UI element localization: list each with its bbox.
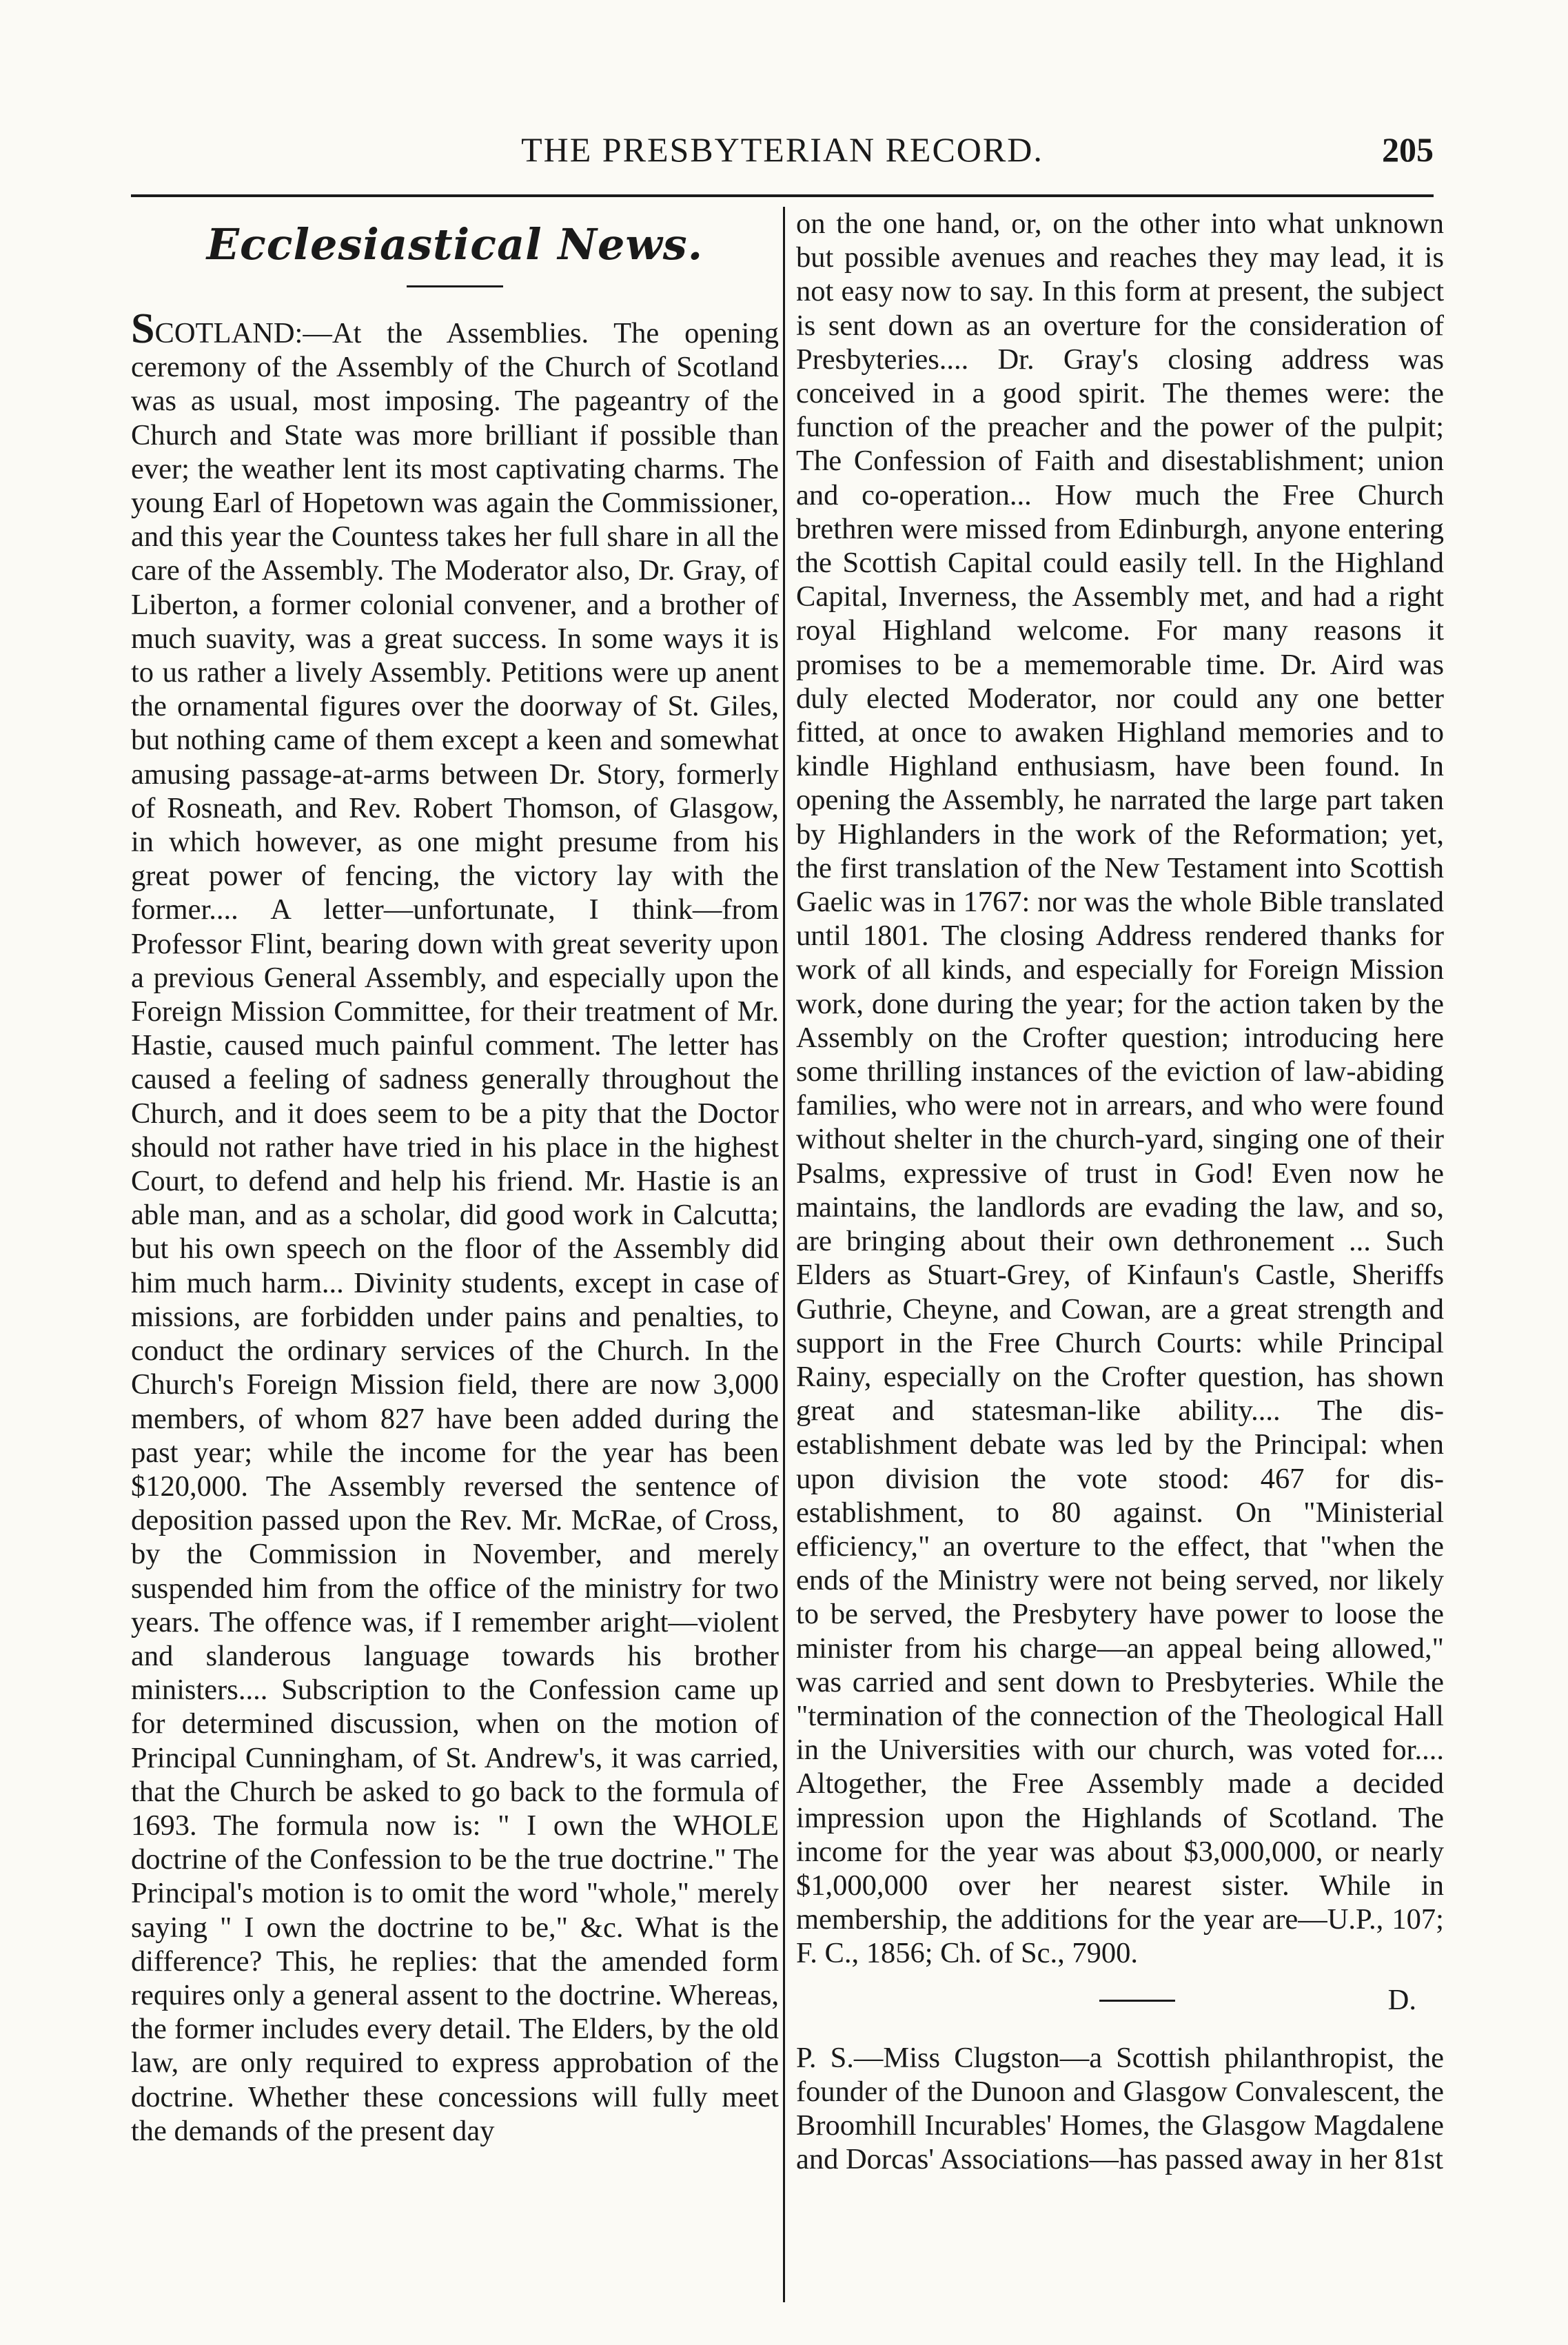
section-heading: Ecclesiastical News. — [206, 219, 704, 270]
postscript: P. S.—Miss Clugston—a Scottish philanthropist, the founder of the Dunoon and Glasgow Convalescent, the Broomhill Incurables' Homes, the Glasgow Magdalene and Dorcas' Associations—has passed away in her 81st — [796, 2041, 1444, 2176]
drop-cap: S — [131, 305, 155, 352]
page-number: 205 — [1382, 130, 1434, 169]
right-column — [796, 207, 1444, 2302]
signature-rule — [1099, 2000, 1175, 2002]
article-text-left: COTLAND:—At the Assemblies. The opening ceremony of the Assembly of the Church of Scotland was as usual, most imposing. The pageantry of the Church and State was more brilliant if possible than ever; the weather lent its most captivating charms. The young Earl of Hopetown was again the Commissioner, and this year the Countess takes her full share in all the care of the Assembly. The Moderator also, Dr. Gray, of Liberton, a former colonial convener, and a brother of much suavity, was a great success. In some ways it is to us rather a lively Assembly. Petitions were up anent the ornamental figures over the doorway of St. Giles, but nothing came of them except a keen and somewhat amusing passage-at-arms between Dr. Story, formerly of Rosneath, and Rev. Robert Thomson, of Glasgow, in which however, as one might presume from his great power of fencing, the victory lay with the former.... A letter—unfortunate, I think—from Professor Flint, bearing down with great severity upon a previous General Assembly, and especially upon the Foreign Mission Committee, for their treatment of Mr. Hastie, caused much painful comment. The letter has caused a feeling of sadness generally throughout the Church, and it does seem to be a pity that the Doctor should not rather have tried in his place in the highest Court, to defend and help his friend. Mr. Hastie is an able man, and as a scholar, did good work in Calcutta; but his own speech on the floor of the Assembly did him much harm... Divinity students, except in case of missions, are forbidden under pains and penalties, to conduct the ordinary services of the Church. In the Church's Foreign Mission field, there are now 3,000 members, of whom 827 have been added during the past year; while the income for the year has been $120,000. The Assembly reversed the sentence of deposition passed upon the Rev. Mr. McRae, of Cross, by the Commission in November, and merely suspended him from the office of the ministry for two years. The offence was, if I remember aright—violent and slanderous language towards his brother ministers.... Subscription to the Confession came up for determined discussion, when on the motion of Principal Cunningham, of St. Andrew's, it was carried, that the Church be asked to go back to the formula of 1693. The formula now is: " I own the WHOLE doctrine of the Confession to be the true doctrine." The Principal's motion is to omit the word "whole," merely saying " I own the doctrine to be," &c. What is the difference? This, he replies: that the amended form requires only a general assent to the doctrine. Whereas, the former includes every detail. The Elders, by the old law, are only required to express approbation of the doctrine. Whether these concessions will fully meet the demands of the present day — [131, 317, 779, 2147]
article-body-left — [131, 305, 779, 2148]
signature: D. — [1387, 1983, 1416, 2016]
heading-rule — [407, 285, 503, 287]
left-column — [131, 207, 779, 2302]
article-body-right: on the one hand, or, on the other into what unknown but possible avenues and reaches they may lead, it is not easy now to say. In this form at present, the subject is sent down as an overture for the consideration of Presbyteries.... Dr. Gray's closing address was conceived in a good spirit. The themes were: the function of the preacher and the power of the pulpit; The Confession of Faith and disestablishment; union and co-operation... How much the Free Church brethren were missed from Edinburgh, anyone entering the Scottish Capital could easily tell. In the Highland Capital, Inverness, the Assembly met, and had a right royal Highland welcome. For many reasons it promises to be a mememorable time. Dr. Aird was duly elected Moderator, nor could any one better fitted, at once to awaken Highland memories and to kindle Highland enthusiasm, have been found. In opening the Assembly, he narrated the large part taken by Highlanders in the work of the Reformation; yet, the first translation of the New Testament into Scottish Gaelic was in 1767: nor was the whole Bible translated until 1801. The closing Address rendered thanks for work of all kinds, and especially for Foreign Mission work, done during the year; for the action taken by the Assembly on the Crofter question; introducing here some thrilling instances of the eviction of law-abiding families, who were not in arrears, and who were found without shelter in the church-yard, singing one of their Psalms, expressive of trust in God! Even now he maintains, the landlords are evading the law, and so, are bringing about their own dethronement ... Such Elders as Stuart-Grey, of Kinfaun's Castle, Sheriffs Guthrie, Cheyne, and Cowan, are a great strength and support in the Free Church Courts: while Principal Rainy, especially on the Crofter question, has shown great and statesman-like ability.... The dis-establishment debate was led by the Principal: when upon division the vote stood: 467 for dis-establishment, to 80 against. On "Ministerial efficiency," an overture to the effect, that "when the ends of the Ministry were not being served, nor likely to be served, the Presbytery have power to loose the minister from his charge—an appeal being allowed," was carried and sent down to Presbyteries. While the "termination of the connection of the Theological Hall in the Universities with our church, was voted for.... Altogether, the Free Assembly made a decided impression upon the Highlands of Scotland. The income for the year was about $3,000,000, or nearly $1,000,000 over her nearest sister. While in membership, the additions for the year are—U.P., 107; F. C., 1856; Ch. of Sc., 7900. — [796, 207, 1444, 1970]
column-divider — [783, 207, 785, 2302]
header-rule — [131, 194, 1434, 197]
running-title: THE PRESBYTERIAN RECORD. — [521, 130, 1043, 169]
signature-row — [796, 1983, 1444, 2027]
page-header — [131, 125, 1434, 174]
